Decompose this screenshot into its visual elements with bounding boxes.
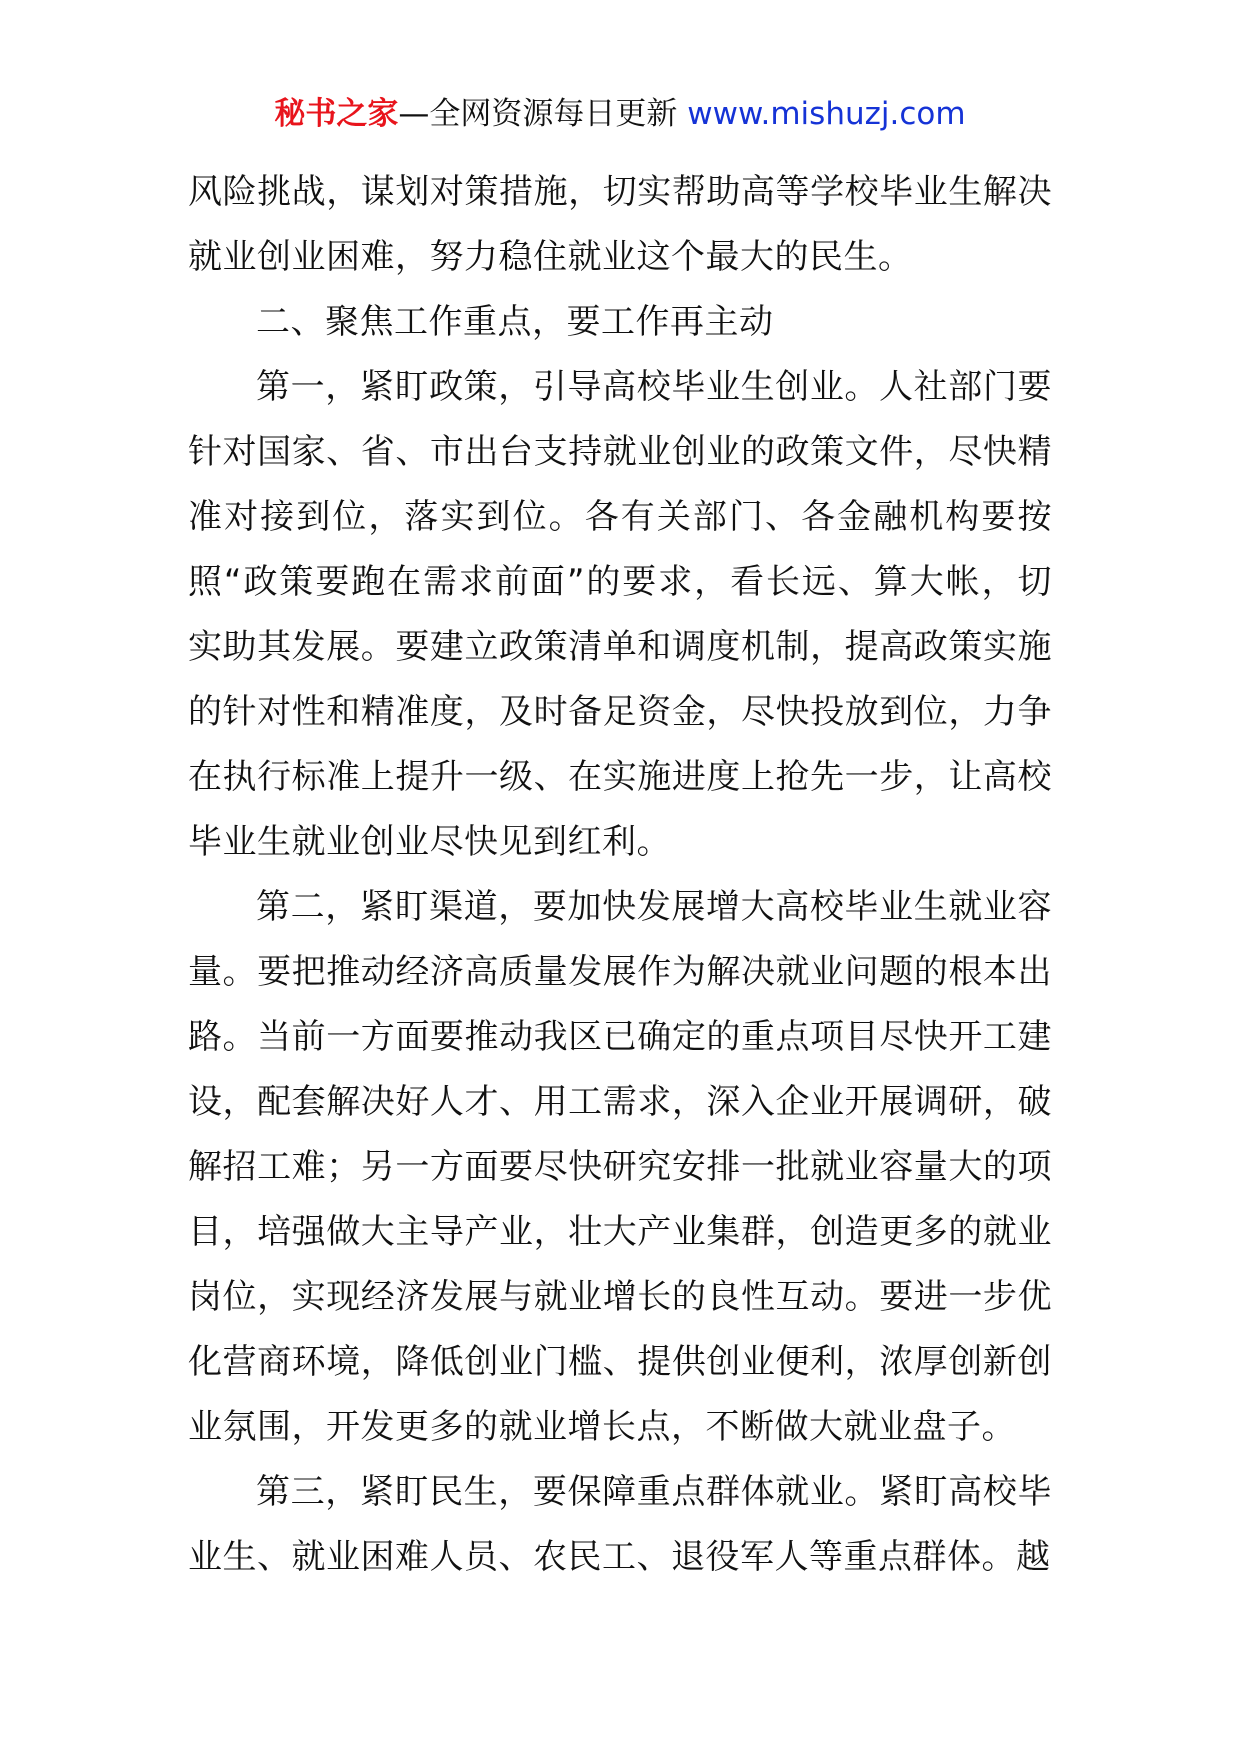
document-body — [188, 160, 1052, 1590]
paragraph-second-point: 第二，紧盯渠道，要加快发展增大高校毕业生就业容量。要把推动经济高质量发展作为解决就业问题的根本出路。当前一方面要推动我区已确定的重点项目尽快开工建设，配套解决好人才、用工需求，深入企业开展调研，破解招工难；另一方面要尽快研究安排一批就业容量大的项目，培强做大主导产业，壮大产业集群，创造更多的就业岗位，实现经济发展与就业增长的良性互动。要进一步优化营商环境，降低创业门槛、提供创业便利，浓厚创新创业氛围，开发更多的就业增长点，不断做大就业盘子。 — [188, 887, 1052, 1447]
paragraph-first-point: 第一，紧盯政策，引导高校毕业生创业。人社部门要针对国家、省、市出台支持就业创业的政策文件，尽快精准对接到位，落实到位。各有关部门、各金融机构要按照“政策要跑在需求前面”的要求，看长远、算大帐，切实助其发展。要建立政策清单和调度机制，提高政策实施的针对性和精准度，及时备足资金，尽快投放到位，力争在执行标准上提升一级、在实施进度上抢先一步，让高校毕业生就业创业尽快见到红利。 — [188, 367, 1052, 862]
section-heading: 二、聚焦工作重点，要工作再主动 — [256, 302, 774, 342]
paragraph-continuation: 风险挑战，谋划对策措施，切实帮助高等学校毕业生解决就业创业困难，努力稳住就业这个最大的民生。 — [188, 172, 1052, 277]
watermark-header — [0, 94, 1240, 134]
brand-name: 秘书之家 — [274, 96, 399, 132]
header-tagline: —全网资源每日更新 — [398, 96, 678, 132]
paragraph-third-point: 第三，紧盯民生，要保障重点群体就业。紧盯高校毕业生、就业困难人员、农民工、退役军人等重点群体。越 — [188, 1472, 1052, 1577]
site-url-link[interactable]: www.mishuzj.com — [687, 96, 966, 132]
